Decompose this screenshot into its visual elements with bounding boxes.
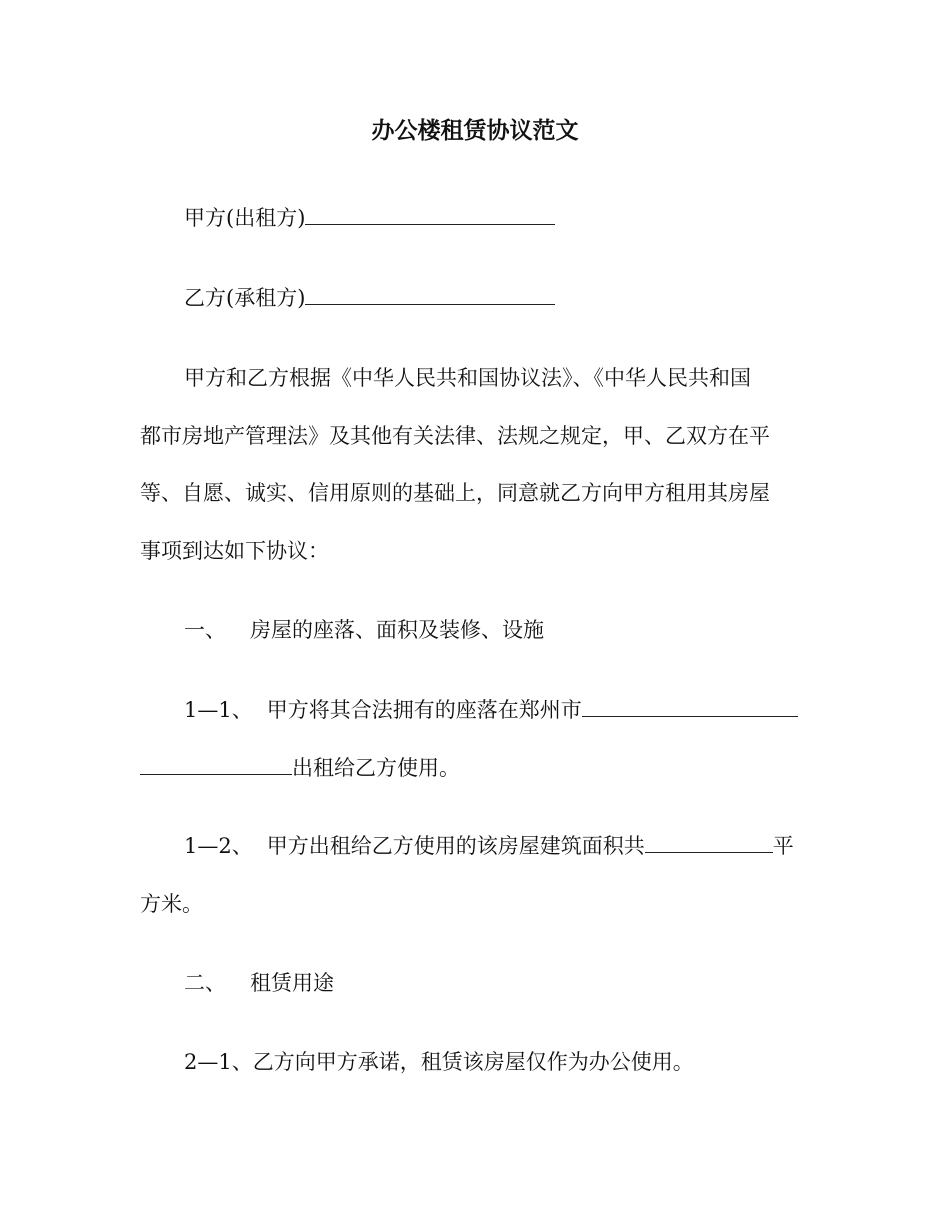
clause-2-1-line: 2—1、乙方向甲方承诺，租赁该房屋仅作为办公使用。 xyxy=(184,1050,694,1074)
section-1-title: 房屋的座落、面积及装修、设施 xyxy=(250,618,544,642)
clause-1-2-unit: 平 xyxy=(772,834,794,858)
section-1-heading xyxy=(184,614,854,646)
party-a-blank[interactable] xyxy=(305,202,555,225)
clause-1-2-cont: 方米。 xyxy=(140,892,203,916)
clause-1-2-text: 甲方出租给乙方使用的该房屋建筑面积共 xyxy=(266,834,645,858)
party-a-line xyxy=(184,202,854,234)
clause-1-2-number: 1—2、 xyxy=(184,834,253,858)
party-b-line xyxy=(184,282,854,314)
document-title: 办公楼租赁协议范文 xyxy=(371,117,579,144)
preamble-line-2: 都市房地产管理法》及其他有关法律、法规之规定，甲、乙双方在平 xyxy=(140,424,770,448)
section-2-heading xyxy=(184,967,854,999)
clause-1-1-cont xyxy=(140,752,810,784)
preamble-line-4: 事项到达如下协议： xyxy=(140,539,329,563)
section-1-number: 一、 xyxy=(184,618,226,642)
clause-1-1-number: 1—1、 xyxy=(184,698,253,722)
address-blank-cont[interactable] xyxy=(140,752,292,775)
party-b-blank[interactable] xyxy=(305,282,555,305)
clause-1-1-text-after: 出租给乙方使用。 xyxy=(292,756,460,780)
clause-1-2-line xyxy=(184,830,854,862)
clause-1-1-text: 甲方将其合法拥有的座落在郑州市 xyxy=(266,698,582,722)
section-2-title: 租赁用途 xyxy=(250,971,334,995)
section-2-number: 二、 xyxy=(184,971,226,995)
preamble-line-3: 等、自愿、诚实、信用原则的基础上，同意就乙方向甲方租用其房屋 xyxy=(140,481,770,505)
party-a-label: 甲方(出租方) xyxy=(184,206,306,230)
party-b-label: 乙方(承租方) xyxy=(184,286,306,310)
address-blank[interactable] xyxy=(582,694,798,717)
preamble-line-1: 甲方和乙方根据《中华人民共和国协议法》、《中华人民共和国 xyxy=(184,366,751,390)
area-blank[interactable] xyxy=(645,830,773,853)
clause-1-1-line xyxy=(184,694,854,726)
